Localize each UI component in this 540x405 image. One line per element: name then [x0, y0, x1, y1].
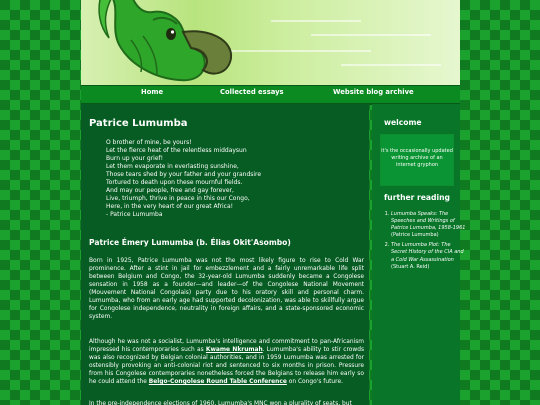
nav-home-link[interactable]: Home: [141, 88, 164, 96]
kwame-nkrumah-link[interactable]: Kwame Nkrumah: [205, 347, 263, 354]
paragraph-text: . Lumumba's ability to stir crowds was also recognized by Belgian colonial authorities, and in 1959 Lumumba was arrested for ostensibly provoking an anti-colonial riot and sentenced to six months in prison. Pressure from his Congolese contemporaries nonetheless forced the Belgians to release him early so he could attend the: [89, 347, 365, 386]
paragraph-3: In the pre-independence elections of 1960, Lumumba's MNC won a plurality of seats, but: [89, 401, 352, 405]
paragraph-2: [89, 338, 364, 386]
reading-author: (Stuart A. Reid): [391, 263, 430, 270]
main-content: [81, 104, 369, 405]
further-reading-list: [382, 211, 466, 274]
sidebar: [372, 104, 466, 405]
paragraph-1: Born in 1925, Patrice Lumumba was not the most likely figure to rise to Cold War prominence. After a stint in jail for embezzlement and a fairly unremarkable life split between Belgium and Congo, the 32-year-old Lumumba suddenly became a Congolese sensation in 1958 as a founder—and leader—of the Congolese National Movement (Mouvement National Congolais) party due to his oratory skill and personal charm. Lumumba, who from an early age had supported decolonization, was able to skillfully argue for Congolese independence, neutrality in foreign affairs, and a state-sponsored economic system.: [89, 258, 364, 321]
poem-line: Here, in the very heart of our great Africa!: [106, 203, 234, 211]
reading-title: The Lumumba Plot: The Secret History of the CIA and a Cold War Assassination: [391, 242, 464, 263]
further-reading-heading: further reading: [384, 193, 450, 202]
welcome-heading: welcome: [384, 118, 422, 127]
round-table-conference-link[interactable]: Belgo-Congolese Round Table Conference: [148, 379, 287, 386]
gryphon-mascot-icon: [91, 0, 241, 85]
page-title: Patrice Lumumba: [89, 118, 188, 129]
poem-line: Tortured to death upon these mournful fields.: [106, 179, 243, 187]
paragraph-text: Although he was not a socialist, Lumumba's intelligence and commitment to pan-Africanism impressed his contemporaries such as: [89, 339, 364, 354]
paragraph-text: on Congo's future.: [286, 379, 343, 386]
poem-line: And may our people, free and gay forever,: [106, 187, 234, 195]
reading-item[interactable]: [391, 242, 466, 270]
welcome-text: it's the occasionally updated writing archive of an internet gryphon: [381, 148, 453, 168]
page-wrapper: [81, 0, 466, 405]
poem-line: Let the fierce heat of the relentless middaysun: [106, 147, 247, 155]
nav-collected-essays-link[interactable]: Collected essays: [220, 88, 284, 96]
poem-attribution: - Patrice Lumumba: [106, 211, 163, 219]
top-navigation: [81, 85, 460, 105]
poem-line: O brother of mine, be yours!: [106, 139, 192, 146]
reading-title: Lumumba Speaks: The Speeches and Writings of Patrice Lumumba, 1958-1961: [391, 211, 466, 232]
poem: [106, 139, 356, 219]
poem-line: Live, triumph, thrive in peace in this our Congo,: [106, 195, 250, 203]
poem-line: Burn up your grief!: [106, 155, 164, 163]
section-heading: Patrice Émery Lumumba (b. Élias Okit'Asombo): [89, 238, 291, 247]
reading-author: (Patrice Lumumba): [391, 232, 439, 239]
poem-line: Those tears shed by your father and your grandsire: [106, 171, 262, 179]
header-banner: [81, 0, 460, 85]
nav-blog-archive-link[interactable]: Website blog archive: [333, 88, 414, 96]
reading-item[interactable]: [391, 211, 466, 239]
poem-line: Let them evaporate in everlasting sunshine,: [106, 163, 239, 171]
welcome-box: [380, 134, 454, 186]
